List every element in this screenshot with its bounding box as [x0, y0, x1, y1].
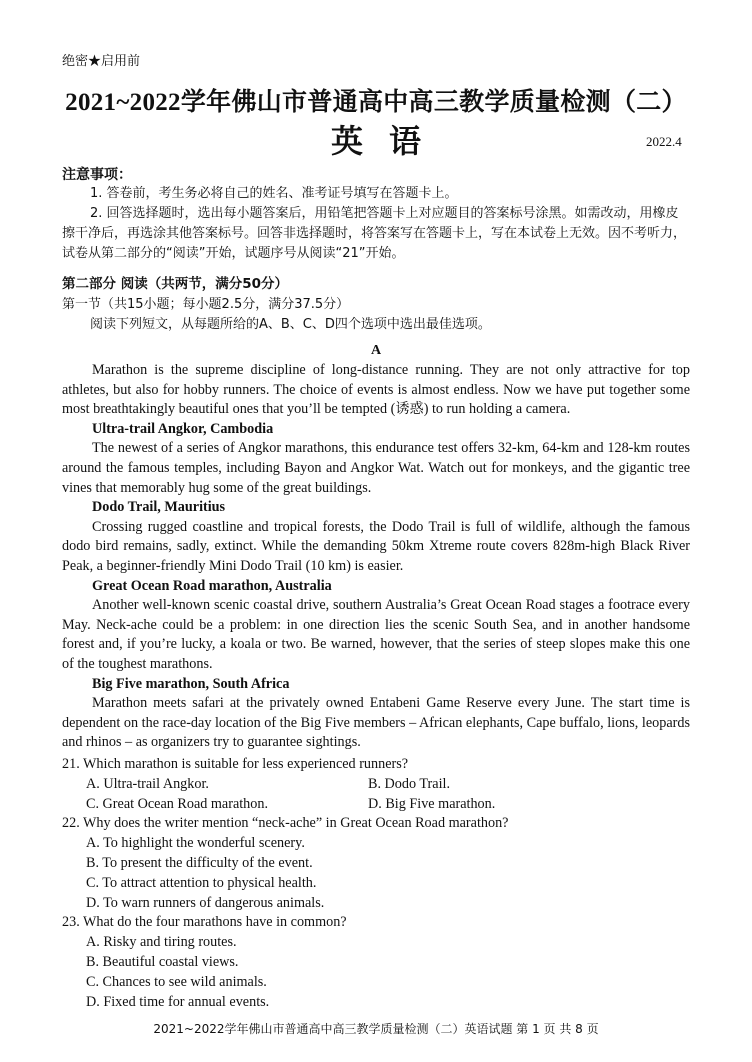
option-a: A. To highlight the wonderful scenery. [86, 835, 305, 852]
notice-item: 1. 答卷前，考生务必将自己的姓名、准考证号填写在答题卡上。 [90, 186, 458, 201]
reading-instruction: 阅读下列短文，从每题所给的A、B、C、D四个选项中选出最佳选项。 [90, 317, 491, 332]
passage-letter: A [370, 343, 382, 358]
exam-date: 2022.4 [646, 134, 682, 149]
option-c: C. To attract attention to physical health. [86, 874, 317, 891]
notice-heading: 注意事项： [62, 167, 132, 183]
exam-title: 2021~2022学年佛山市普通高中高三教学质量检测（二） [65, 89, 687, 116]
passage-body [62, 361, 690, 753]
section-heading-great-ocean: Great Ocean Road marathon, Australia [92, 577, 332, 594]
section-text-great-ocean: Another well-known scenic coastal drive, southern Australia’s Great Ocean Road stages a footrace every May. Neck-ache could be a problem: in one direction lies the scenic South Sea, and in another handsome forest and, if you’re lucky, a koala or two. Be warned, however, that the series of steep slopes make this one of the toughest marathons. [62, 597, 690, 672]
section-heading: 第一节（共15小题；每小题2.5分，满分37.5分） [62, 297, 350, 312]
section-text-dodo: Crossing rugged coastline and tropical forests, the Dodo Trail is full of wildlife, although the famous dodo bird remains, sadly, extinct. While the demanding 50km Xtreme route covers 828m-high Black River Peak, a beginner-friendly Mini Dodo Trail (10 km) is easier. [62, 518, 690, 574]
page-footer: 2021~2022学年佛山市普通高中高三教学质量检测（二）英语试题 第 1 页 共 8 页 [153, 1022, 599, 1036]
subject-title: 英语 [330, 123, 447, 159]
question-stem: 23. What do the four marathons have in common? [62, 914, 347, 931]
option-d: D. Big Five marathon. [368, 795, 496, 812]
option-c: C. Great Ocean Road marathon. [86, 795, 269, 812]
option-row [62, 775, 690, 795]
notice-list [62, 184, 690, 264]
section-heading-angkor: Ultra-trail Angkor, Cambodia [92, 420, 274, 437]
option-d: D. To warn runners of dangerous animals. [86, 894, 325, 911]
option-row [62, 795, 690, 815]
option-b: B. Beautiful coastal views. [86, 953, 239, 970]
option-b: B. To present the difficulty of the event. [86, 854, 313, 871]
section-text-angkor: The newest of a series of Angkor marathons, this endurance test offers 32-km, 64-km and 128-km routes around the famous temples, including Bayon and Angkor Wat. Watch out for monkeys, and the gigantic tree vines that memorably hug some of the great buildings. [62, 440, 690, 496]
part-heading: 第二部分 阅读（共两节，满分50分） [62, 276, 288, 292]
passage-intro: Marathon is the supreme discipline of long-distance running. They are not only attractive for top athletes, but also for hobby runners. The choice of events is almost endless. Now we have put together some most breathtakingly beautiful ones that you’ll be tempted (诱惑) to run holding a camera. [62, 362, 690, 418]
question-list [62, 755, 690, 1012]
option-b: B. Dodo Trail. [368, 775, 450, 792]
section-heading-big-five: Big Five marathon, South Africa [92, 675, 290, 692]
confidential-label: 绝密★启用前 [62, 53, 141, 68]
question-stem: 21. Which marathon is suitable for less experienced runners? [62, 756, 409, 772]
notice-item: 2. 回答选择题时，选出每小题答案后，用铅笔把答题卡上对应题目的答案标号涂黑。如需改动，用橡皮擦干净后，再选涂其他答案标号。回答非选择题时，将答案写在答题卡上，写在本试卷上无效。因不考听力，试卷从第二部分的“阅读”开始，试题序号从阅读“21”开始。 [62, 206, 687, 261]
question-stem: 22. Why does the writer mention “neck-ache” in Great Ocean Road marathon? [62, 815, 509, 832]
option-d: D. Fixed time for annual events. [86, 993, 270, 1010]
section-text-big-five: Marathon meets safari at the privately owned Entabeni Game Reserve every June. The start time is dependent on the race-day location of the Big Five members – African elephants, Cape buffalo, lions, leopards and rhinos – as organizers try to guarantee sightings. [62, 695, 690, 751]
section-heading-dodo: Dodo Trail, Mauritius [92, 499, 226, 516]
option-a: A. Risky and tiring routes. [86, 934, 237, 951]
option-a: A. Ultra-trail Angkor. [86, 775, 209, 792]
option-c: C. Chances to see wild animals. [86, 973, 267, 990]
